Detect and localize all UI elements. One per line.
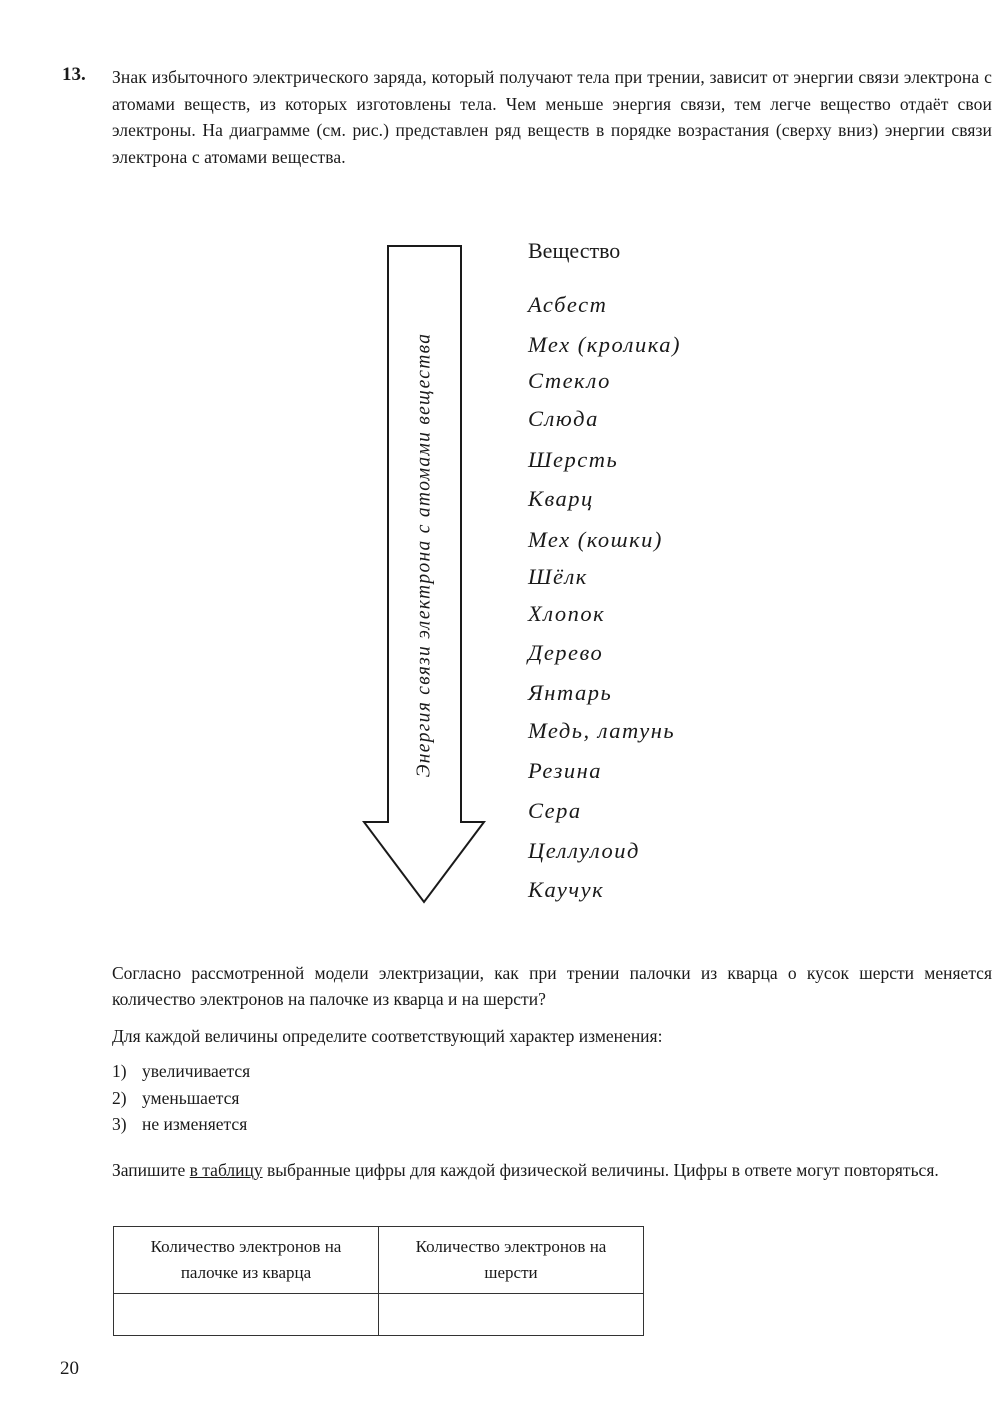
task-question: Согласно рассмотренной модели электризации, как при трении палочки из кварца о кусок шерсти меняется количество электронов на палочке из кварца и на шерсти?: [112, 963, 992, 1009]
option-item: [112, 1061, 250, 1088]
option-number: 1): [112, 1061, 127, 1081]
question-number: 13.: [62, 64, 86, 85]
substance-item: Янтарь: [528, 680, 613, 705]
answer-table-row: [114, 1294, 644, 1336]
answer-table-reference: в таблицу: [189, 1160, 263, 1180]
options-list: [112, 1061, 250, 1141]
question-intro: Знак избыточного электрического заряда, который получают тела при трении, зависит от энергии связи электрона с атомами веществ, из которых изготовлены тела. Чем меньше энергия связи, тем легче вещество отдаёт свои электроны. На диаграмме (см. рис.) представлен ряд веществ в порядке возрастания (сверху вниз) энергии связи электрона с атомами вещества.: [112, 67, 992, 167]
arrow-label-text: Энергия связи электрона с атомами вещества: [413, 332, 434, 778]
page-number: 20: [60, 1358, 79, 1379]
answer-table-header-quartz: Количество электронов на палочке из кварца: [114, 1227, 379, 1294]
option-number: 3): [112, 1114, 127, 1134]
substance-item: Медь, латунь: [528, 718, 676, 743]
substance-item: Шерсть: [528, 447, 619, 472]
option-text: уменьшается: [142, 1087, 240, 1108]
substance-item: Стекло: [528, 368, 611, 393]
option-number: 2): [112, 1087, 127, 1108]
substance-item: Кварц: [528, 486, 594, 511]
answer-cell-quartz[interactable]: [114, 1294, 379, 1336]
substance-item: Целлулоид: [528, 838, 640, 863]
substance-item: Сера: [528, 798, 582, 823]
substance-item: Хлопок: [528, 601, 606, 626]
substance-item: Асбест: [528, 292, 608, 317]
option-text: не изменяется: [142, 1114, 248, 1134]
option-item: [112, 1114, 250, 1141]
substance-item: Каучук: [528, 877, 605, 902]
substance-item: Дерево: [528, 640, 604, 665]
answer-suffix: выбранные цифры для каждой физической величины. Цифры в ответе могут повторяться.: [262, 1160, 939, 1180]
answer-prefix: Запишите: [112, 1160, 190, 1180]
substance-item: Резина: [528, 758, 603, 783]
option-item: [112, 1088, 250, 1115]
substance-column-header: Вещество: [528, 238, 621, 263]
answer-table-header-wool: Количество электронов на шерсти: [379, 1227, 644, 1294]
answer-table: [113, 1226, 644, 1336]
option-text: увеличивается: [142, 1061, 251, 1081]
answer-cell-wool[interactable]: [379, 1294, 644, 1336]
answer-instruction: [112, 1157, 992, 1183]
arrow-label: [402, 290, 446, 820]
substance-item: Слюда: [528, 406, 599, 431]
task-instruction: Для каждой величины определите соответствующий характер изменения:: [112, 1026, 663, 1046]
substance-item: Мех (кошки): [528, 527, 663, 552]
substance-item: Мех (кролика): [528, 332, 681, 357]
substance-item: Шёлк: [528, 564, 588, 589]
answer-table-header-row: [114, 1227, 644, 1294]
